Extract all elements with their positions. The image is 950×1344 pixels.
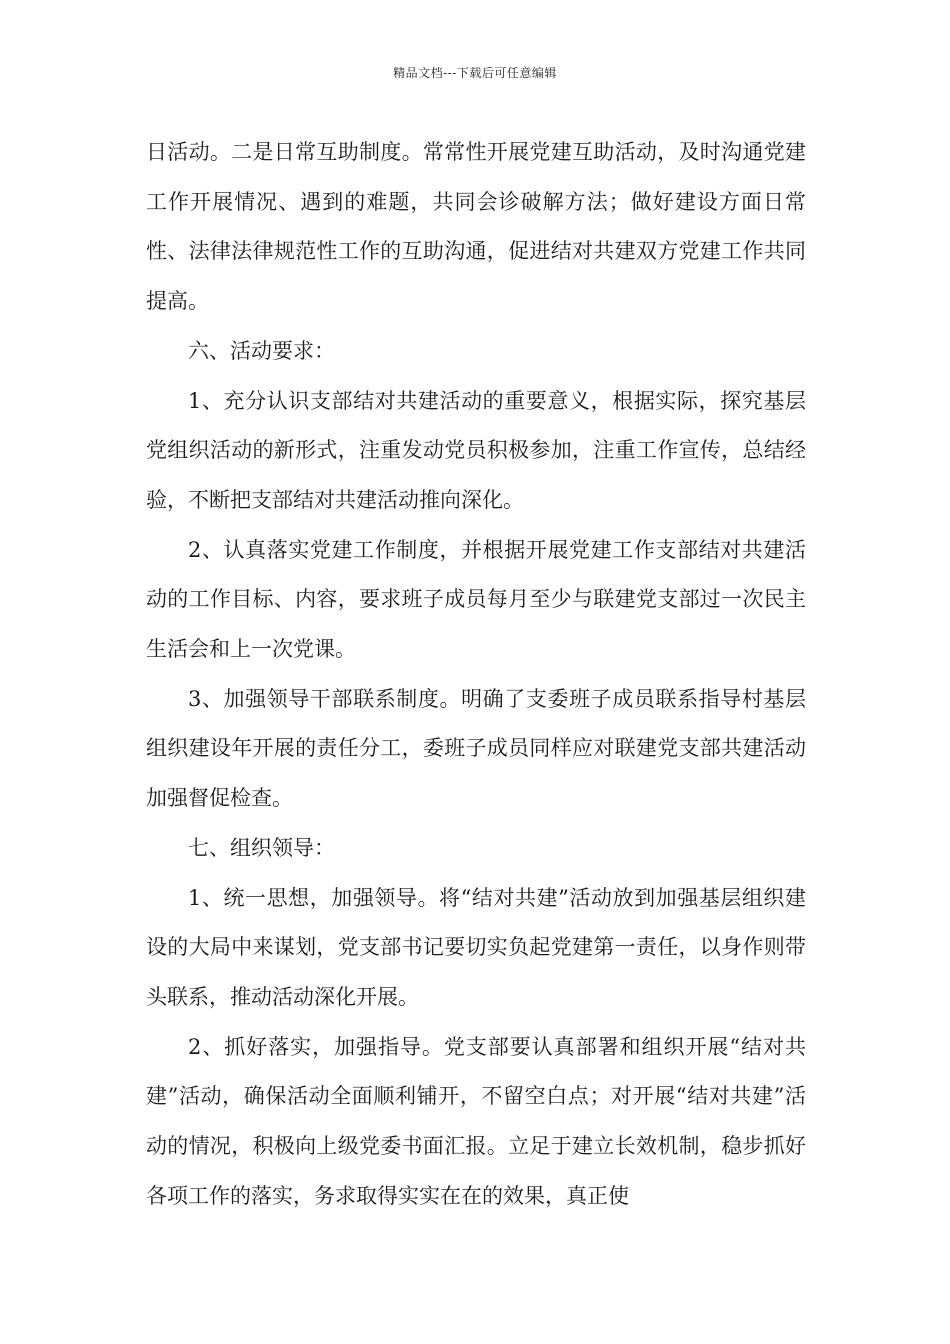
page-header: 精品文档---下载后可任意编辑 [393,66,557,80]
section-heading-organization-leadership: 七、组织领导： [188,835,335,860]
paragraph-requirement-3: 3、加强领导干部联系制度。明确了支委班子成员联系指导村基层组织建设年开展的责任分工，委班子成员同样应对联建党支部共建活动加强督促检查。 [146,686,806,811]
paragraph-leadership-2: 2、抓好落实，加强指导。党支部要认真部署和组织开展“结对共建”活动，确保活动全面顺利铺开，不留空白点；对开展“结对共建”活动的情况，积极向上级党委书面汇报。立足于建立长效机制，稳步抓好各项工作的落实，务求取得实实在在的效果，真正使 [146,1034,806,1208]
document-body [146,128,806,1221]
paragraph-requirement-2: 2、认真落实党建工作制度，并根据开展党建工作支部结对共建活动的工作目标、内容，要求班子成员每月至少与联建党支部过一次民主生活会和上一次党课。 [146,537,806,662]
section-heading-activity-requirements: 六、活动要求： [188,338,335,363]
paragraph-leadership-1: 1、统一思想，加强领导。将“结对共建”活动放到加强基层组织建设的大局中来谋划，党支部书记要切实负起党建第一责任，以身作则带头联系，推动活动深化开展。 [146,885,806,1009]
paragraph-continuation: 日活动。二是日常互助制度。常常性开展党建互助活动，及时沟通党建工作开展情况、遇到的难题，共同会诊破解方法；做好建设方面日常性、法律法律规范性工作的互助沟通，促进结对共建双方党建工作共同提高。 [146,140,806,314]
paragraph-requirement-1: 1、充分认识支部结对共建活动的重要意义，根据实际，探究基层党组织活动的新形式，注重发动党员积极参加，注重工作宣传，总结经验，不断把支部结对共建活动推向深化。 [146,388,806,512]
